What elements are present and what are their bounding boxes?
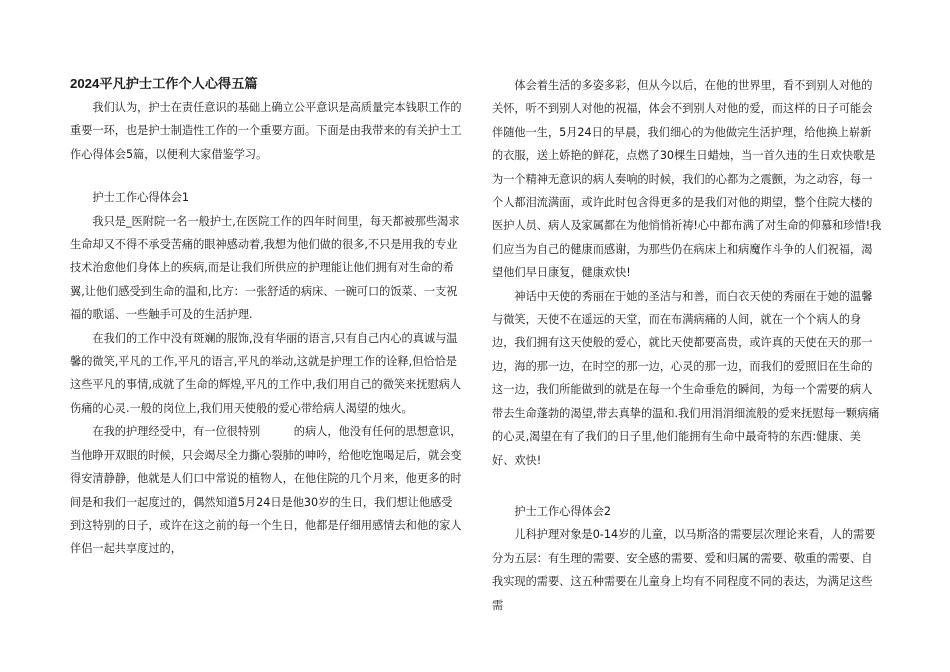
paragraph: 儿科护理对象是0-14岁的儿童，以马斯洛的需要层次理论来看，人的需要分为五层：有生理的需要、安全感的需要、爱和归属的需要、敬重的需要、自我实现的需要、这五种需要在儿童身上均有不同程度不同的表达，为满足这些需: [492, 528, 876, 612]
paragraph: 我们认为，护士在责任意识的基础上确立公平意识是高质量完本钱职工作的重要一环，也是护士制造性工作的一个重要方面。下面是由我带来的有关护士工作心得体会5篇，以便利大家借鉴学习。: [70, 101, 462, 161]
right-column: [492, 74, 882, 617]
paragraph: 在我的护理经受中，有一位很特别 的病人，他没有任何的思想意识，当他睁开双眼的时候，只会竭尽全力撕心裂肺的呻吟，给他吃饱喝足后，就会变得安清静静，他就是人们口中常说的植物人，在他住院的几个月来，他更多的时间是和我们一起度过的，偶然知道5月24日是他30岁的生日，我们想让他感受到这特别的日子，或许在这之前的每一个生日，他都是仔细用感情去和他的家人伴侣一起共享度过的，: [70, 425, 462, 556]
paragraph: 神话中天使的秀丽在于她的圣洁与和善，而白衣天使的秀丽在于她的温馨与微笑，天使不在遥远的天堂，而在布满病痛的人间，就在一个个病人的身边，我们拥有这天使般的爱心，就比天使都要高贵，或许真的天使在天的那一边，海的那一边，在时空的那一边，心灵的那一边，而我们的爱照旧在生命的这一边，我们所能做到的就是在每一个生命垂危的瞬间，为每一个需要的病人带去生命蓬勃的渴望,带去真挚的温和.我们用涓涓细流般的爱来抚慰每一颗病痛的心灵,渴望在有了我们的日子里,他们能拥有生命中最奇特的东西:健康、美好、欢快!: [492, 289, 880, 467]
spacer: [70, 166, 463, 186]
spacer: [492, 472, 882, 500]
paragraph: 护士工作心得体会1: [70, 191, 189, 205]
paragraph: 护士工作心得体会2: [492, 504, 611, 518]
left-column: [70, 74, 463, 561]
paragraph: 体会着生活的多姿多彩，但从今以后，在他的世界里，看不到别人对他的关怀，听不到别人对他的祝福，体会不到别人对他的爱，而这样的日子可能会伴随他一生，5月24日的早晨，我们细心的为他做完生活护理，给他换上崭新的衣服，送上娇艳的鲜花，点燃了30棵生日蜡烛，当一首久违的生日欢快歌是为一个精神无意识的病人奏响的时候，我们的心都为之震颤，为之动容，每一个人都泪流满面，或许此时包含得更多的是我们对他的期望，整个住院大楼的医护人员、病人及家属都在为他悄悄祈祷!心中都布满了对生命的仰慕和珍惜!我们应当为自己的健康而感谢，为那些仍在病床上和病魔作斗争的人们祝福，渴望他们早日康复，健康欢快!: [492, 79, 882, 280]
paragraph: 我只是_医附院一名一般护士,在医院工作的四年时间里，每天都被那些渴求生命却又不得不承受苦痛的眼神感动着,我想为他们做的很多,不只是用我的专业技术治愈他们身体上的疾病,而是让我们所供应的护理能让他们拥有对生命的希翼,让他们感受到生命的温和,比方：一张舒适的病床、一碗可口的饭菜、一支祝福的歌谣、一些触手可及的生活护理.: [70, 214, 460, 322]
document-title: 2024平凡护士工作个人心得五篇: [70, 76, 258, 91]
paragraph: 在我们的工作中没有斑斓的服饰,没有华丽的语言,只有自己内心的真诚与温馨的微笑,平凡的工作,平凡的语言,平凡的举动,这就是护理工作的诠释,但恰恰是这些平凡的事情,成就了生命的辉煌,平凡的工作中,我们用自己的微笑来抚慰病人伤痛的心灵.一般的岗位上,我们用天使般的爱心带给病人渴望的烛火。: [70, 331, 462, 415]
